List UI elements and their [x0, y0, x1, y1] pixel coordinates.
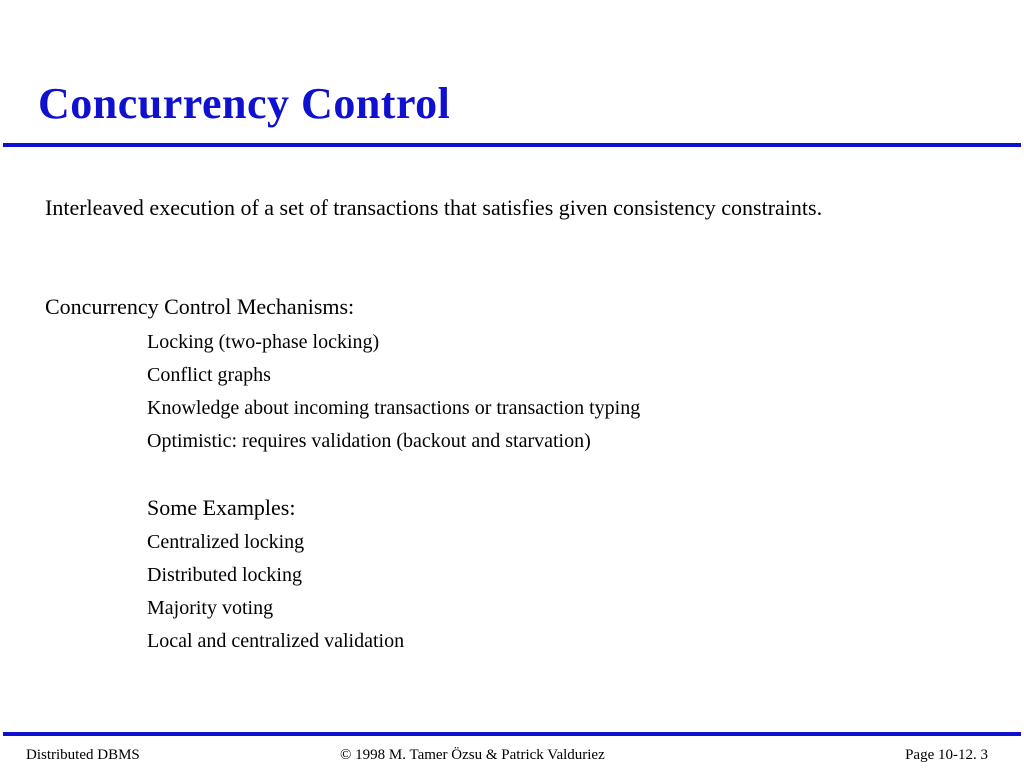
title-divider	[3, 143, 1021, 147]
example-item: Distributed locking	[147, 564, 302, 586]
mechanism-item: Knowledge about incoming transactions or transaction typing	[147, 397, 641, 419]
footer-page-number: Page 10-12. 3	[905, 747, 988, 763]
footer-course-name: Distributed DBMS	[26, 747, 140, 763]
examples-list	[147, 526, 404, 658]
mechanism-item: Conflict graphs	[147, 364, 271, 386]
slide-title: Concurrency Control	[38, 79, 451, 128]
example-item: Centralized locking	[147, 531, 305, 553]
example-item: Local and centralized validation	[147, 630, 405, 652]
mechanisms-heading: Concurrency Control Mechanisms:	[45, 294, 355, 319]
examples-heading: Some Examples:	[147, 495, 296, 520]
definition-text: Interleaved execution of a set of transactions that satisfies given consistency constraints.	[45, 195, 823, 220]
mechanism-item: Locking (two-phase locking)	[147, 331, 380, 353]
mechanisms-list	[147, 326, 640, 458]
footer-copyright: © 1998 M. Tamer Özsu & Patrick Valduriez	[340, 747, 605, 763]
mechanism-item: Optimistic: requires validation (backout and starvation)	[147, 430, 591, 452]
example-item: Majority voting	[147, 597, 274, 619]
footer-divider	[3, 732, 1021, 736]
